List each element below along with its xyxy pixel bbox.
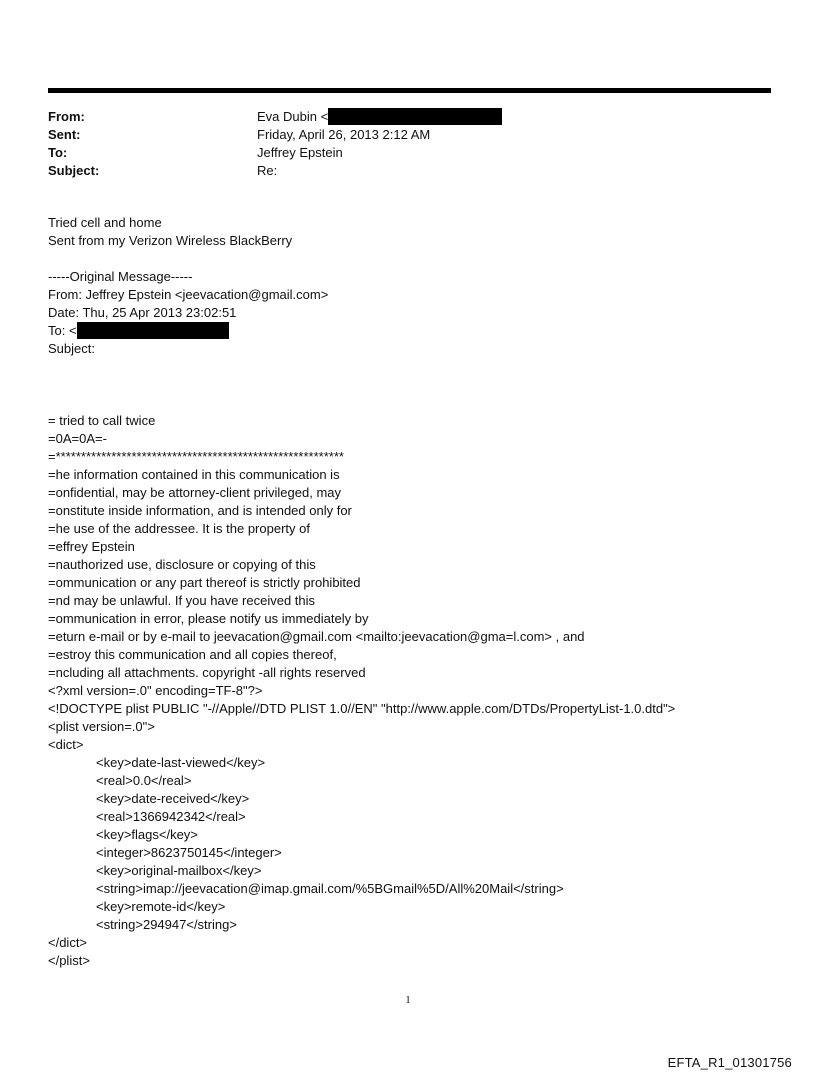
page-number: 1 <box>405 994 411 1006</box>
spacer <box>48 250 788 268</box>
spacer <box>48 376 788 394</box>
body-line: <string>294947</string> <box>96 917 237 932</box>
spacer <box>48 394 788 412</box>
sent-row <box>48 126 771 144</box>
subject-value: Re: <box>257 163 278 178</box>
body-line: =nd may be unlawful. If you have received this <box>48 593 316 608</box>
body-line: <dict> <box>48 737 84 752</box>
body-line: <key>flags</key> <box>96 827 198 842</box>
body-line: =0A=0A=- <box>48 431 107 446</box>
body-line: <integer>8623750145</integer> <box>96 845 282 860</box>
body-line: </dict> <box>48 935 88 950</box>
header-rule <box>48 88 771 93</box>
body-line: <plist version=.0"> <box>48 719 155 734</box>
body-line: =********************************************************* <box>48 449 344 464</box>
body-line: <key>date-received</key> <box>96 791 250 806</box>
email-body <box>48 214 788 970</box>
from-name: Eva Dubin < <box>257 109 329 124</box>
body-line: =he use of the addressee. It is the property of <box>48 521 310 536</box>
to-value: Jeffrey Epstein <box>257 145 343 160</box>
reply-line: Tried cell and home <box>48 215 162 230</box>
body-line: =he information contained in this communication is <box>48 467 340 482</box>
body-line: =ommunication or any part thereof is strictly prohibited <box>48 575 361 590</box>
subject-row <box>48 162 771 180</box>
redaction-box <box>328 108 502 125</box>
body-line: =nauthorized use, disclosure or copying of this <box>48 557 316 572</box>
body-line: <key>original-mailbox</key> <box>96 863 262 878</box>
body-line: <real>1366942342</real> <box>96 809 246 824</box>
body-line: =ommunication in error, please notify us immediately by <box>48 611 369 626</box>
closing-lines <box>48 934 788 970</box>
sent-value: Friday, April 26, 2013 2:12 AM <box>257 127 431 142</box>
body-line: =eturn e-mail or by e-mail to jeevacation@gmail.com <mailto:jeevacation@gma=l.com> , and <box>48 629 585 644</box>
body-line: =onstitute inside information, and is intended only for <box>48 503 352 518</box>
signature-line: Sent from my Verizon Wireless BlackBerry <box>48 233 293 248</box>
original-subject: Subject: <box>48 341 95 356</box>
body-line: <key>remote-id</key> <box>96 899 226 914</box>
original-separator: -----Original Message----- <box>48 269 193 284</box>
message-lines <box>48 412 788 754</box>
body-line: <?xml version=.0" encoding=TF-8"?> <box>48 683 263 698</box>
from-row <box>48 108 771 126</box>
body-line: <real>0.0</real> <box>96 773 192 788</box>
email-header <box>48 108 771 180</box>
plist-lines <box>48 754 788 934</box>
body-line: </plist> <box>48 953 90 968</box>
from-label: From: <box>48 109 85 124</box>
redaction-box <box>77 322 229 339</box>
body-line: =onfidential, may be attorney-client privileged, may <box>48 485 342 500</box>
body-line: = tried to call twice <box>48 413 156 428</box>
body-line: =estroy this communication and all copies thereof, <box>48 647 337 662</box>
document-id: EFTA_R1_01301756 <box>667 1055 792 1070</box>
from-value <box>257 108 502 126</box>
body-line: <string>imap://jeevacation@imap.gmail.com/%5BGmail%5D/All%20Mail</string> <box>96 881 564 896</box>
original-to <box>48 322 788 340</box>
body-line: =effrey Epstein <box>48 539 135 554</box>
subject-label: Subject: <box>48 163 100 178</box>
to-label: To: <box>48 145 68 160</box>
original-date: Date: Thu, 25 Apr 2013 23:02:51 <box>48 305 237 320</box>
to-row <box>48 144 771 162</box>
sent-label: Sent: <box>48 127 81 142</box>
body-line: <key>date-last-viewed</key> <box>96 755 266 770</box>
body-line: <!DOCTYPE plist PUBLIC "-//Apple//DTD PLIST 1.0//EN" "http://www.apple.com/DTDs/PropertyList-1.0.dtd"> <box>48 701 676 716</box>
body-line: =ncluding all attachments. copyright -all rights reserved <box>48 665 366 680</box>
original-from: From: Jeffrey Epstein <jeevacation@gmail.com> <box>48 287 329 302</box>
original-to-text: To: < <box>48 323 77 338</box>
spacer <box>48 358 788 376</box>
